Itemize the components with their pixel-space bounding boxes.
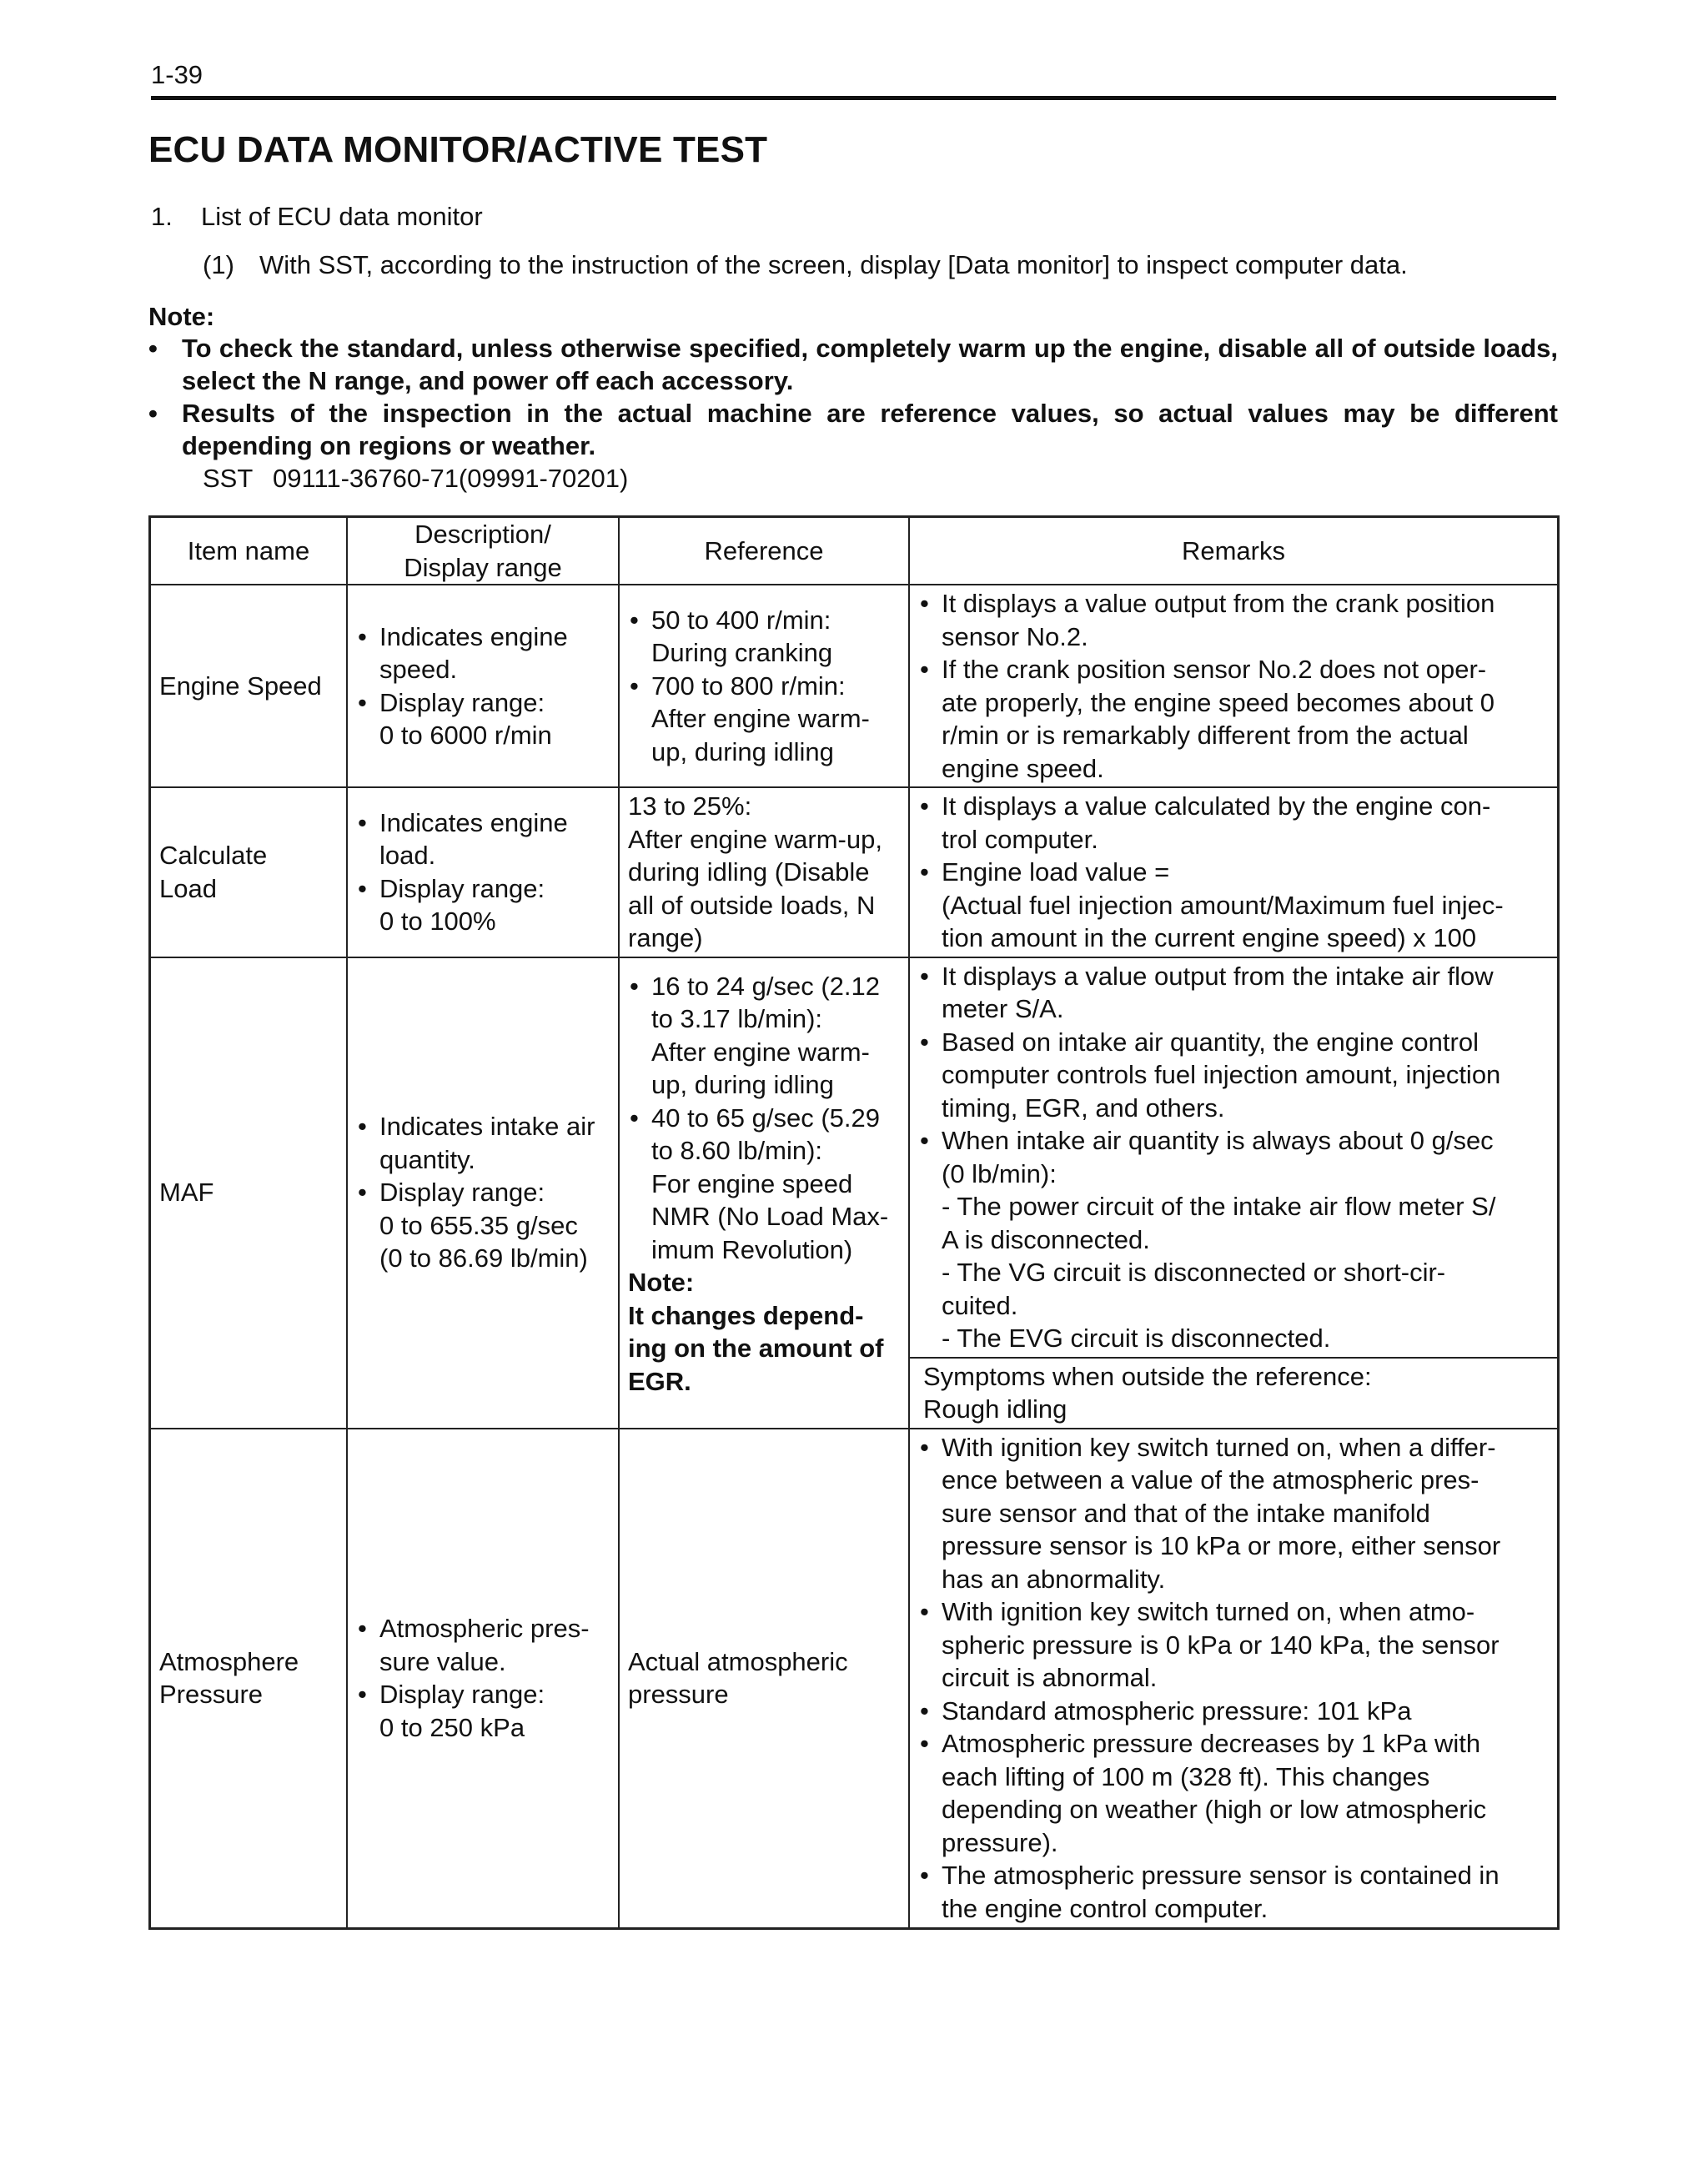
description-cell: • Indicates engine load. • Display range: 0 to 100% xyxy=(347,787,619,957)
step-1-text: List of ECU data monitor xyxy=(201,202,483,231)
ecu-data-table xyxy=(148,515,1560,1930)
note-item: • To check the standard, unless otherwise specified, completely warm up the engine, disable all of outside loads, select the N range, and power off each accessory. xyxy=(148,334,1558,395)
header-item-name: Item name xyxy=(150,517,348,585)
description-cell: • Indicates engine speed. • Display range: 0 to 6000 r/min xyxy=(347,585,619,787)
item-name-cell: MAF xyxy=(150,957,348,1429)
item-name-cell: Atmosphere Pressure xyxy=(150,1429,348,1929)
remarks-cell: • With ignition key switch turned on, when a differ- ence between a value of the atmospheric pres- sure sensor and that of the intake manifold pressure sensor is 10 kPa or more, either sensor has an abnormality. • With ignition key switch turned on, when atmo- spheric pressure is 0 kPa or 140 kPa, the sensor circuit is abnormal. • Standard atmospheric pressure: 101 kPa • Atmospheric pressure decreases by 1 kPa with each lifting of 100 m (328 ft). This changes depending on weather (high or low atmospheric pressure). • The atmospheric pressure sensor is contained in the engine control computer. xyxy=(909,1429,1559,1929)
item-name-cell: Engine Speed xyxy=(150,585,348,787)
step-1-number: 1. xyxy=(151,202,173,231)
reference-cell: • 16 to 24 g/sec (2.12 to 3.17 lb/min): After engine warm- up, during idling • 40 to 65 g/sec (5.29 to 8.60 lb/min): For engine speed NMR (No Load Max- imum Revolution) Note: It changes depend- ing on the amount of EGR. xyxy=(619,957,909,1429)
reference-cell: Actual atmospheric pressure xyxy=(619,1429,909,1929)
description-cell: • Indicates intake air quantity. • Display range: 0 to 655.35 g/sec (0 to 86.69 lb/min) xyxy=(347,957,619,1429)
symptoms-box: Symptoms when outside the reference: Rough idling xyxy=(923,1361,1372,1424)
table-header-row xyxy=(150,517,1559,585)
step-1-1-text: With SST, according to the instruction of the screen, display [Data monitor] to inspect computer data. xyxy=(259,250,1408,279)
header-remarks: Remarks xyxy=(909,517,1559,585)
sst-value: 09111-36760-71(09991-70201) xyxy=(273,464,629,493)
remarks-cell: • It displays a value calculated by the engine con- trol computer. • Engine load value = (Actual fuel injection amount/Maximum fuel injec- tion amount in the current engine speed) x 100 xyxy=(909,787,1559,957)
item-name-cell: Calculate Load xyxy=(150,787,348,957)
reference-cell: • 50 to 400 r/min: During cranking • 700 to 800 r/min: After engine warm- up, during idling xyxy=(619,585,909,787)
step-1-1 xyxy=(203,250,1408,280)
remarks-cell: • It displays a value output from the crank position sensor No.2. • If the crank position sensor No.2 does not oper- ate properly, the engine speed becomes about 0 r/min or is remarkably different from the actual engine speed. xyxy=(909,585,1559,787)
header-reference: Reference xyxy=(619,517,909,585)
table-row xyxy=(150,957,1559,1429)
note-list xyxy=(148,332,1558,462)
note-title: Note: xyxy=(148,302,215,331)
reference-note-title: Note: xyxy=(628,1268,695,1297)
remarks-cell xyxy=(909,957,1559,1429)
reference-cell: 13 to 25%: After engine warm-up, during idling (Disable all of outside loads, N range) xyxy=(619,787,909,957)
table-row xyxy=(150,1429,1559,1929)
step-1-1-number: (1) xyxy=(203,250,234,279)
table-row xyxy=(150,585,1559,787)
sst-label: SST xyxy=(203,464,254,493)
page-number: 1-39 xyxy=(151,60,203,89)
sst-line xyxy=(203,464,628,494)
header-description: Description/ Display range xyxy=(347,517,619,585)
header-rule xyxy=(151,96,1556,100)
page-title: ECU DATA MONITOR/ACTIVE TEST xyxy=(148,129,768,170)
step-1 xyxy=(151,202,483,232)
note-item: • Results of the inspection in the actual machine are reference values, so actual values may be different depending on regions or weather. xyxy=(148,399,1558,460)
remarks-list: • It displays a value output from the intake air flow meter S/A. • Based on intake air quantity, the engine control computer controls fuel injection amount, injection timing, EGR, and others. • When intake air quantity is always about 0 g/sec (0 lb/min): - The power circuit of the intake air flow meter S/ A is disconnected. - The VG circuit is disconnected or short-cir- cuited. - The EVG circuit is disconnected. xyxy=(910,958,1557,1359)
table-row xyxy=(150,787,1559,957)
description-cell: • Atmospheric pres- sure value. • Display range: 0 to 250 kPa xyxy=(347,1429,619,1929)
